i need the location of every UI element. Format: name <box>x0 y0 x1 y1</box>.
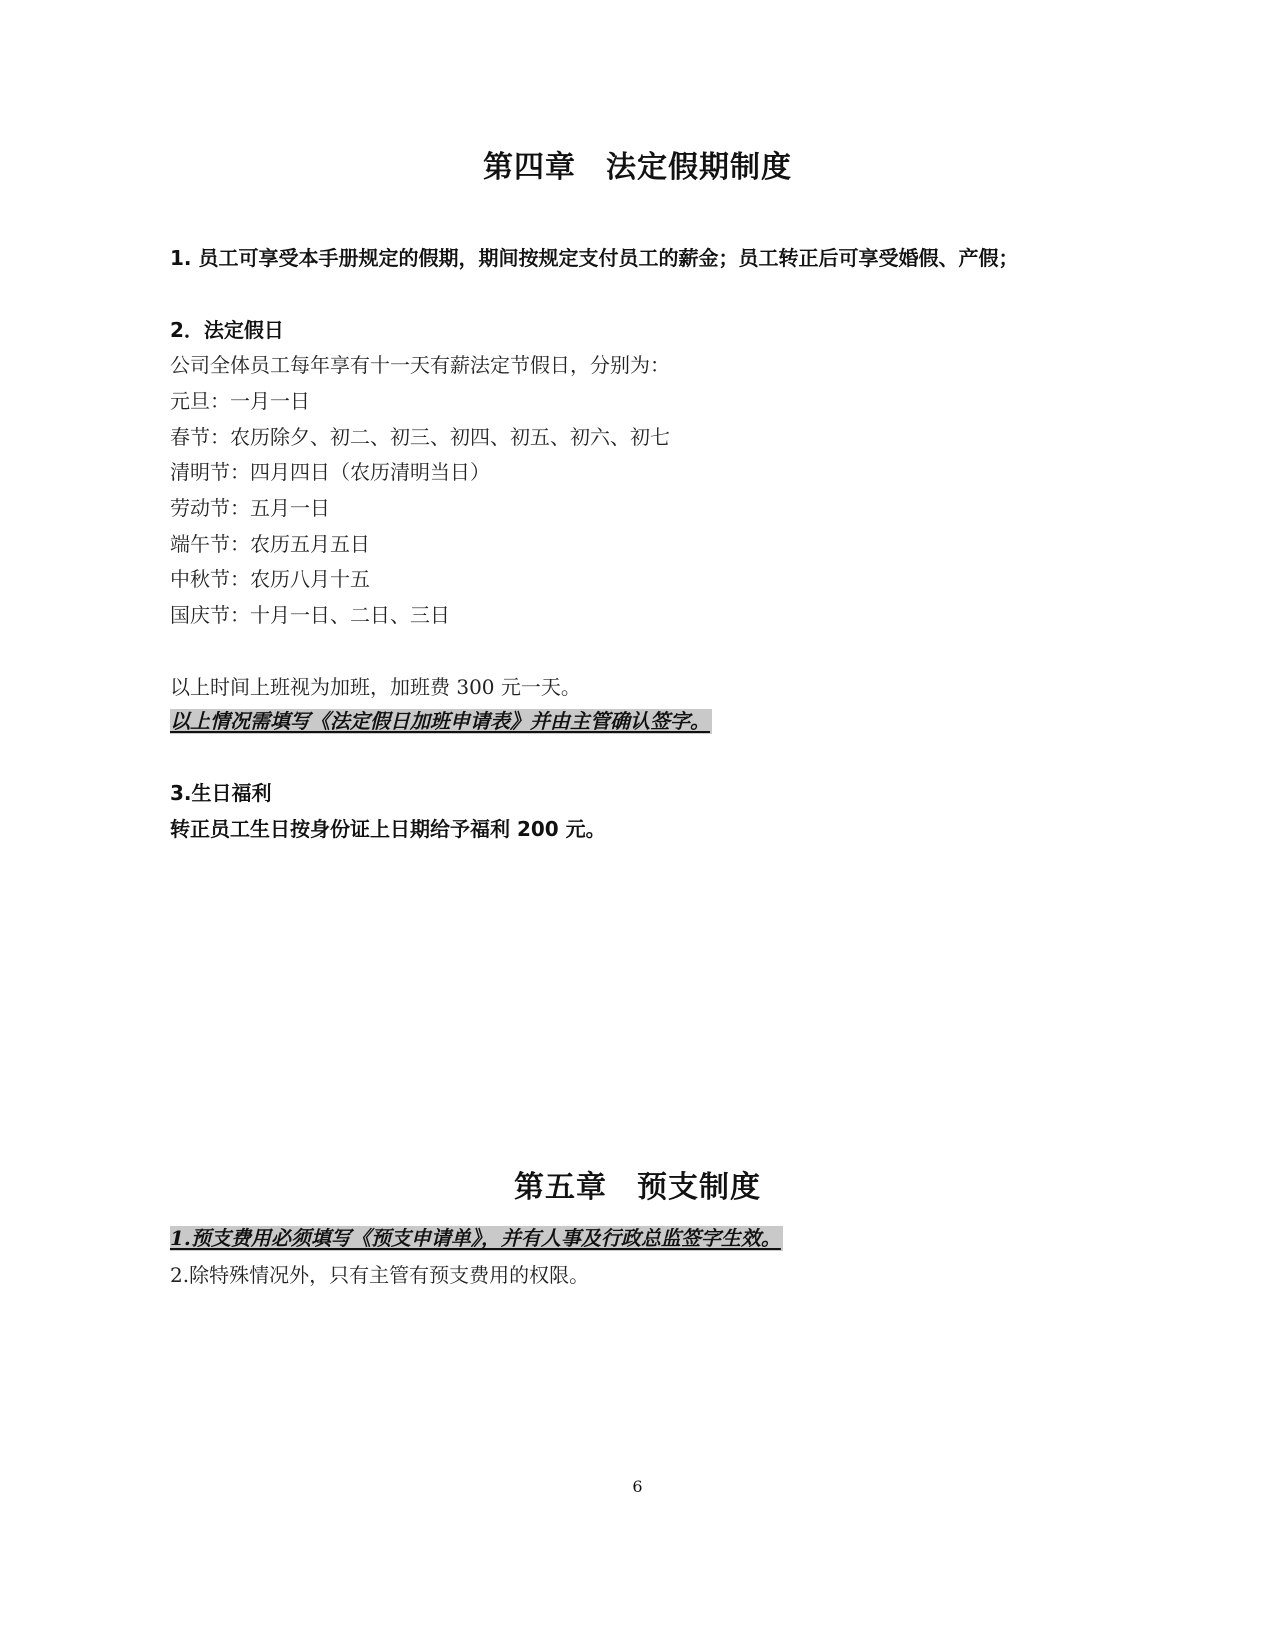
chapter4-item2-intro: 公司全体员工每年享有十一天有薪法定节假日，分别为： <box>170 353 670 377</box>
chapter5-title <box>0 1162 1275 1206</box>
overtime-form-note: 以上情况需填写《法定假日加班申请表》并由主管确认签字。 <box>170 709 710 733</box>
holiday-labor-day: 劳动节：五月一日 <box>170 496 330 520</box>
chapter5-item1: 1.预支费用必须填写《预支申请单》，并有人事及行政总监签字生效。 <box>170 1226 781 1250</box>
chapter4-item2-heading: 2．法定假日 <box>170 318 284 342</box>
chapter5-title-prefix: 第五章 <box>514 1170 607 1205</box>
holiday-mid-autumn: 中秋节：农历八月十五 <box>170 567 370 591</box>
page-number: 6 <box>632 1477 643 1496</box>
overtime-form-note-wrap <box>170 705 712 734</box>
chapter4-title <box>0 142 1275 186</box>
holiday-qingming: 清明节：四月四日（农历清明当日） <box>170 460 490 484</box>
holiday-dragon-boat: 端午节：农历五月五日 <box>170 532 370 556</box>
holiday-new-year: 元旦：一月一日 <box>170 389 310 413</box>
holiday-spring-festival: 春节：农历除夕、初二、初三、初四、初五、初六、初七 <box>170 425 670 449</box>
chapter4-title-name: 法定假期制度 <box>606 150 792 185</box>
chapter4-item1: 1. 员工可享受本手册规定的假期，期间按规定支付员工的薪金；员工转正后可享受婚假、产假； <box>170 246 1019 270</box>
chapter5-item1-wrap <box>170 1222 783 1251</box>
chapter4-title-prefix: 第四章 <box>483 150 576 185</box>
chapter5-item2: 2.除特殊情况外，只有主管有预支费用的权限。 <box>170 1263 590 1287</box>
chapter4-item3-text: 转正员工生日按身份证上日期给予福利 200 元。 <box>170 817 606 841</box>
chapter5-title-name: 预支制度 <box>637 1170 761 1205</box>
holiday-national-day: 国庆节：十月一日、二日、三日 <box>170 603 450 627</box>
overtime-note: 以上时间上班视为加班，加班费 300 元一天。 <box>170 675 581 699</box>
chapter4-item3-heading: 3.生日福利 <box>170 781 272 805</box>
